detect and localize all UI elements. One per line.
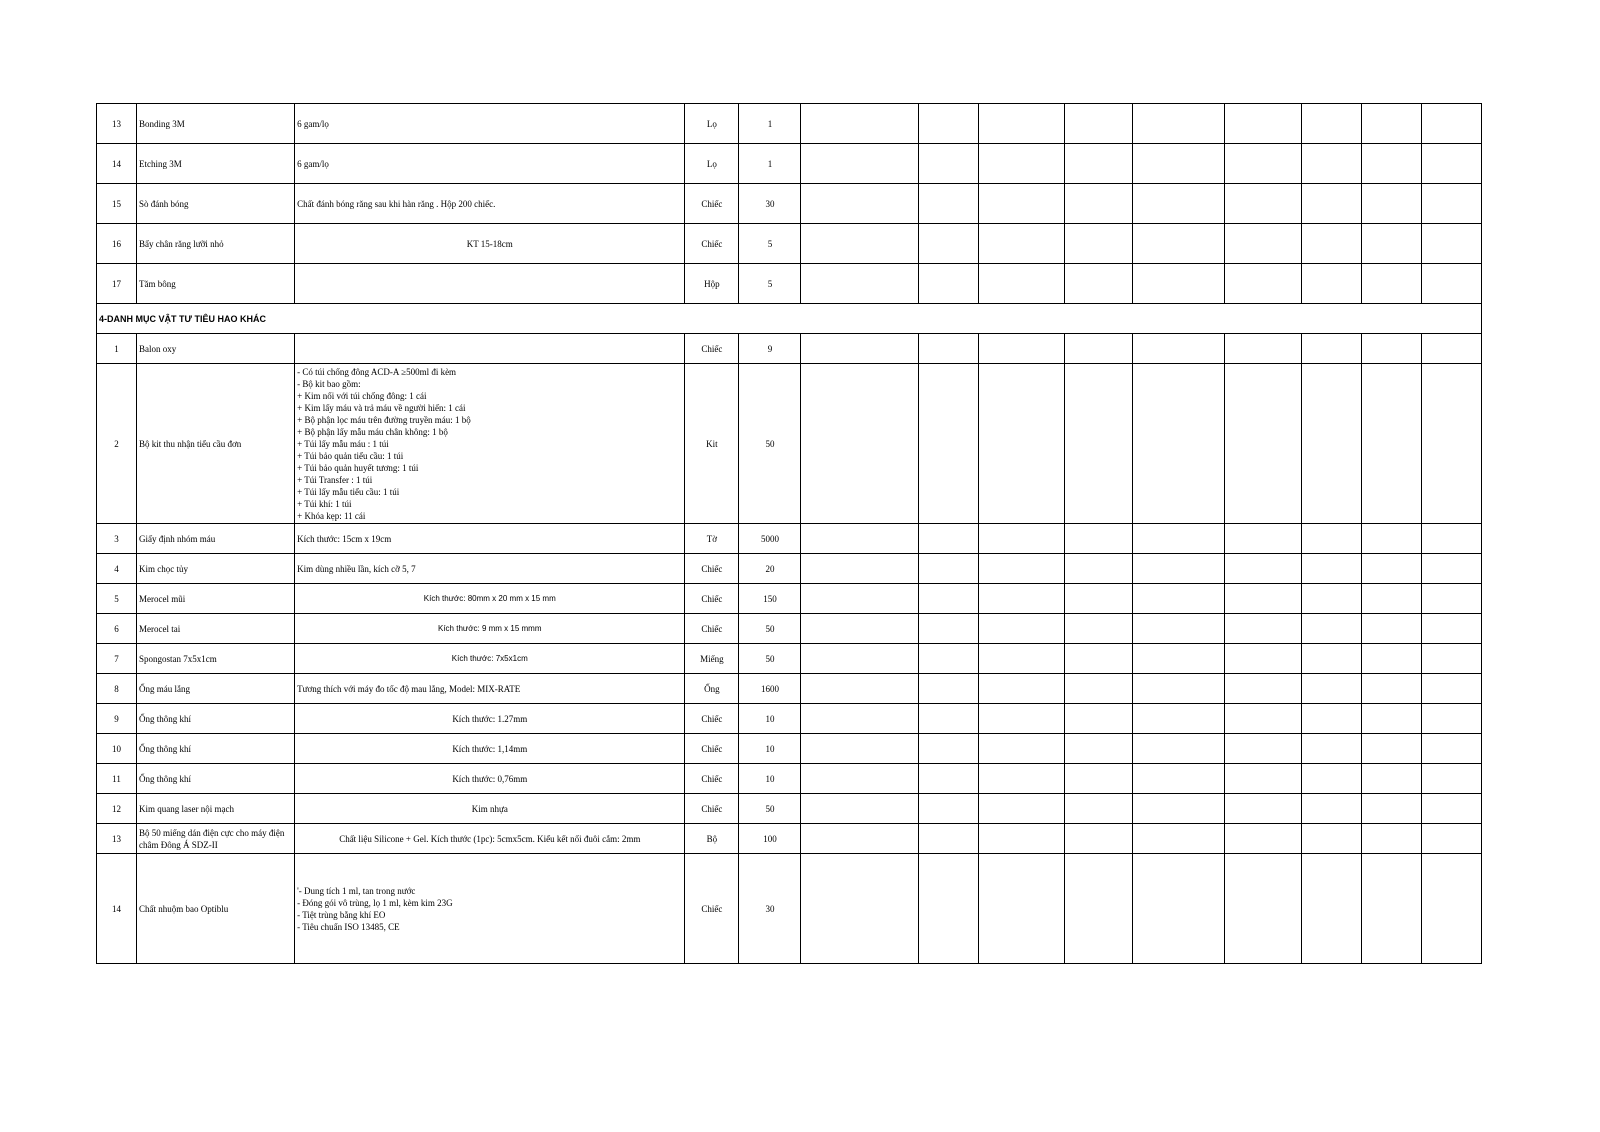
row-stt: 12 bbox=[97, 794, 137, 824]
empty-cell bbox=[918, 764, 978, 794]
empty-cell bbox=[1224, 794, 1301, 824]
row-name: Merocel mũi bbox=[137, 584, 295, 614]
empty-cell bbox=[918, 734, 978, 764]
row-spec: 6 gam/lọ bbox=[295, 144, 685, 184]
row-spec bbox=[295, 334, 685, 364]
empty-cell bbox=[1301, 184, 1361, 224]
empty-cell bbox=[978, 184, 1064, 224]
empty-cell bbox=[1064, 334, 1132, 364]
row-stt: 11 bbox=[97, 764, 137, 794]
row-name: Bẩy chân răng lưỡi nhỏ bbox=[137, 224, 295, 264]
empty-cell bbox=[1301, 614, 1361, 644]
row-qty: 1 bbox=[739, 144, 801, 184]
row-name: Chất nhuộm bao Optiblu bbox=[137, 854, 295, 964]
row-spec: '- Dung tích 1 ml, tan trong nước - Đóng gói vô trùng, lọ 1 ml, kèm kim 23G - Tiệt trùng bằng khí EO - Tiêu chuẩn ISO 13485, CE bbox=[295, 854, 685, 964]
empty-cell bbox=[1132, 704, 1224, 734]
empty-cell bbox=[1361, 674, 1421, 704]
empty-cell bbox=[978, 764, 1064, 794]
row-name: Kim quang laser nội mạch bbox=[137, 794, 295, 824]
empty-cell bbox=[1224, 614, 1301, 644]
table-row bbox=[97, 264, 1482, 304]
empty-cell bbox=[978, 224, 1064, 264]
row-qty: 50 bbox=[739, 364, 801, 524]
empty-cell bbox=[1421, 554, 1481, 584]
empty-cell bbox=[1421, 704, 1481, 734]
empty-cell bbox=[1361, 614, 1421, 644]
empty-cell bbox=[918, 524, 978, 554]
row-spec: Kích thước: 9 mm x 15 mmm bbox=[295, 614, 685, 644]
empty-cell bbox=[918, 144, 978, 184]
row-unit: Chiếc bbox=[685, 554, 739, 584]
row-stt: 15 bbox=[97, 184, 137, 224]
empty-cell bbox=[1132, 734, 1224, 764]
row-stt: 1 bbox=[97, 334, 137, 364]
empty-cell bbox=[978, 614, 1064, 644]
row-name: Tăm bông bbox=[137, 264, 295, 304]
empty-cell bbox=[978, 554, 1064, 584]
row-qty: 5 bbox=[739, 264, 801, 304]
empty-cell bbox=[978, 104, 1064, 144]
empty-cell bbox=[1064, 824, 1132, 854]
empty-cell bbox=[1361, 104, 1421, 144]
empty-cell bbox=[1224, 144, 1301, 184]
empty-cell bbox=[918, 364, 978, 524]
row-name: Merocel tai bbox=[137, 614, 295, 644]
row-stt: 14 bbox=[97, 854, 137, 964]
empty-cell bbox=[918, 824, 978, 854]
empty-cell bbox=[1064, 584, 1132, 614]
empty-cell bbox=[1132, 764, 1224, 794]
row-unit: Hộp bbox=[685, 264, 739, 304]
empty-cell bbox=[801, 104, 918, 144]
row-qty: 10 bbox=[739, 734, 801, 764]
row-unit: Lọ bbox=[685, 104, 739, 144]
row-spec: KT 15-18cm bbox=[295, 224, 685, 264]
empty-cell bbox=[1301, 764, 1361, 794]
empty-cell bbox=[1064, 674, 1132, 704]
row-spec: Kích thước: 1,14mm bbox=[295, 734, 685, 764]
empty-cell bbox=[1224, 524, 1301, 554]
table-row bbox=[97, 554, 1482, 584]
empty-cell bbox=[801, 734, 918, 764]
table-row bbox=[97, 144, 1482, 184]
table-row bbox=[97, 364, 1482, 524]
empty-cell bbox=[1132, 144, 1224, 184]
empty-cell bbox=[801, 794, 918, 824]
empty-cell bbox=[1132, 224, 1224, 264]
row-spec: Chất liệu Silicone + Gel. Kích thước (1pc): 5cmx5cm. Kiểu kết nối đuôi cắm: 2mm bbox=[295, 824, 685, 854]
empty-cell bbox=[1132, 364, 1224, 524]
table-row bbox=[97, 184, 1482, 224]
row-qty: 1600 bbox=[739, 674, 801, 704]
empty-cell bbox=[801, 334, 918, 364]
row-unit: Bộ bbox=[685, 824, 739, 854]
row-unit: Miếng bbox=[685, 644, 739, 674]
row-stt: 13 bbox=[97, 104, 137, 144]
row-unit: Ống bbox=[685, 674, 739, 704]
row-spec: Tương thích với máy đo tốc độ mau lắng, Model: MIX-RATE bbox=[295, 674, 685, 704]
empty-cell bbox=[1421, 524, 1481, 554]
empty-cell bbox=[918, 554, 978, 584]
row-spec bbox=[295, 264, 685, 304]
empty-cell bbox=[918, 854, 978, 964]
empty-cell bbox=[978, 734, 1064, 764]
empty-cell bbox=[1064, 764, 1132, 794]
empty-cell bbox=[1421, 334, 1481, 364]
table-row bbox=[97, 334, 1482, 364]
empty-cell bbox=[1301, 144, 1361, 184]
table-row bbox=[97, 734, 1482, 764]
row-stt: 16 bbox=[97, 224, 137, 264]
empty-cell bbox=[918, 674, 978, 704]
empty-cell bbox=[1421, 614, 1481, 644]
empty-cell bbox=[1224, 554, 1301, 584]
empty-cell bbox=[1361, 764, 1421, 794]
row-qty: 9 bbox=[739, 334, 801, 364]
table-row bbox=[97, 794, 1482, 824]
empty-cell bbox=[1224, 104, 1301, 144]
empty-cell bbox=[1064, 854, 1132, 964]
empty-cell bbox=[801, 854, 918, 964]
row-spec: Kim dùng nhiều lần, kích cỡ 5, 7 bbox=[295, 554, 685, 584]
empty-cell bbox=[1301, 584, 1361, 614]
empty-cell bbox=[1132, 104, 1224, 144]
empty-cell bbox=[978, 584, 1064, 614]
empty-cell bbox=[918, 334, 978, 364]
empty-cell bbox=[1421, 224, 1481, 264]
empty-cell bbox=[918, 264, 978, 304]
table-row bbox=[97, 524, 1482, 554]
empty-cell bbox=[1301, 264, 1361, 304]
row-qty: 50 bbox=[739, 794, 801, 824]
empty-cell bbox=[1064, 644, 1132, 674]
empty-cell bbox=[1132, 614, 1224, 644]
row-name: Sò đánh bóng bbox=[137, 184, 295, 224]
empty-cell bbox=[918, 794, 978, 824]
empty-cell bbox=[1361, 794, 1421, 824]
empty-cell bbox=[978, 264, 1064, 304]
row-unit: Chiếc bbox=[685, 704, 739, 734]
empty-cell bbox=[1064, 104, 1132, 144]
empty-cell bbox=[1301, 364, 1361, 524]
table-row bbox=[97, 614, 1482, 644]
empty-cell bbox=[1224, 584, 1301, 614]
empty-cell bbox=[1361, 554, 1421, 584]
row-name: Ống thông khí bbox=[137, 764, 295, 794]
empty-cell bbox=[1361, 224, 1421, 264]
empty-cell bbox=[1132, 674, 1224, 704]
empty-cell bbox=[1132, 184, 1224, 224]
table-row bbox=[97, 224, 1482, 264]
empty-cell bbox=[978, 364, 1064, 524]
empty-cell bbox=[801, 184, 918, 224]
empty-cell bbox=[801, 554, 918, 584]
empty-cell bbox=[1361, 334, 1421, 364]
empty-cell bbox=[1224, 184, 1301, 224]
row-unit: Chiếc bbox=[685, 184, 739, 224]
table-row bbox=[97, 824, 1482, 854]
empty-cell bbox=[1361, 704, 1421, 734]
empty-cell bbox=[1421, 364, 1481, 524]
empty-cell bbox=[1421, 794, 1481, 824]
row-unit: Chiếc bbox=[685, 734, 739, 764]
row-name: Ống thông khí bbox=[137, 734, 295, 764]
row-stt: 14 bbox=[97, 144, 137, 184]
row-stt: 8 bbox=[97, 674, 137, 704]
section-header-row bbox=[97, 304, 1482, 334]
row-spec: Kích thước: 7x5x1cm bbox=[295, 644, 685, 674]
empty-cell bbox=[1361, 644, 1421, 674]
empty-cell bbox=[1064, 524, 1132, 554]
row-spec: Kích thước: 1.27mm bbox=[295, 704, 685, 734]
empty-cell bbox=[978, 674, 1064, 704]
table-row bbox=[97, 644, 1482, 674]
empty-cell bbox=[1224, 364, 1301, 524]
empty-cell bbox=[1421, 644, 1481, 674]
table-row bbox=[97, 104, 1482, 144]
empty-cell bbox=[918, 184, 978, 224]
row-stt: 10 bbox=[97, 734, 137, 764]
empty-cell bbox=[1301, 554, 1361, 584]
empty-cell bbox=[801, 824, 918, 854]
row-unit: Lọ bbox=[685, 144, 739, 184]
empty-cell bbox=[1421, 184, 1481, 224]
empty-cell bbox=[1132, 854, 1224, 964]
row-qty: 100 bbox=[739, 824, 801, 854]
empty-cell bbox=[1064, 704, 1132, 734]
empty-cell bbox=[1064, 264, 1132, 304]
empty-cell bbox=[1421, 854, 1481, 964]
empty-cell bbox=[1132, 524, 1224, 554]
empty-cell bbox=[1132, 264, 1224, 304]
empty-cell bbox=[978, 854, 1064, 964]
empty-cell bbox=[918, 104, 978, 144]
empty-cell bbox=[1301, 704, 1361, 734]
row-spec: Kích thước: 15cm x 19cm bbox=[295, 524, 685, 554]
row-spec: Kim nhựa bbox=[295, 794, 685, 824]
row-stt: 6 bbox=[97, 614, 137, 644]
empty-cell bbox=[978, 334, 1064, 364]
empty-cell bbox=[1301, 854, 1361, 964]
row-unit: Chiếc bbox=[685, 584, 739, 614]
empty-cell bbox=[1224, 824, 1301, 854]
empty-cell bbox=[1132, 584, 1224, 614]
row-name: Bộ 50 miếng dán điện cực cho máy điện châm Đông Á SDZ-II bbox=[137, 824, 295, 854]
empty-cell bbox=[918, 584, 978, 614]
empty-cell bbox=[1361, 854, 1421, 964]
row-stt: 4 bbox=[97, 554, 137, 584]
row-name: Giấy định nhóm máu bbox=[137, 524, 295, 554]
empty-cell bbox=[801, 764, 918, 794]
empty-cell bbox=[1361, 584, 1421, 614]
empty-cell bbox=[1064, 614, 1132, 644]
empty-cell bbox=[1301, 334, 1361, 364]
empty-cell bbox=[1361, 264, 1421, 304]
row-spec: 6 gam/lọ bbox=[295, 104, 685, 144]
empty-cell bbox=[1132, 554, 1224, 584]
empty-cell bbox=[1224, 854, 1301, 964]
empty-cell bbox=[1421, 764, 1481, 794]
row-qty: 30 bbox=[739, 854, 801, 964]
empty-cell bbox=[918, 704, 978, 734]
empty-cell bbox=[1301, 734, 1361, 764]
empty-cell bbox=[978, 144, 1064, 184]
empty-cell bbox=[1421, 824, 1481, 854]
table-row bbox=[97, 764, 1482, 794]
empty-cell bbox=[1301, 524, 1361, 554]
empty-cell bbox=[801, 364, 918, 524]
empty-cell bbox=[1064, 364, 1132, 524]
table-row bbox=[97, 674, 1482, 704]
row-stt: 17 bbox=[97, 264, 137, 304]
row-qty: 20 bbox=[739, 554, 801, 584]
row-stt: 5 bbox=[97, 584, 137, 614]
row-stt: 7 bbox=[97, 644, 137, 674]
empty-cell bbox=[1361, 364, 1421, 524]
row-stt: 13 bbox=[97, 824, 137, 854]
empty-cell bbox=[1361, 734, 1421, 764]
section-title: 4-DANH MỤC VẬT TƯ TIÊU HAO KHÁC bbox=[97, 304, 1482, 334]
empty-cell bbox=[1421, 104, 1481, 144]
empty-cell bbox=[801, 144, 918, 184]
row-name: Etching 3M bbox=[137, 144, 295, 184]
row-qty: 50 bbox=[739, 644, 801, 674]
empty-cell bbox=[801, 224, 918, 264]
empty-cell bbox=[1301, 224, 1361, 264]
row-unit: Chiếc bbox=[685, 224, 739, 264]
row-unit: Chiếc bbox=[685, 764, 739, 794]
empty-cell bbox=[1361, 824, 1421, 854]
empty-cell bbox=[801, 644, 918, 674]
empty-cell bbox=[1064, 794, 1132, 824]
empty-cell bbox=[978, 704, 1064, 734]
empty-cell bbox=[1132, 824, 1224, 854]
empty-cell bbox=[801, 584, 918, 614]
row-unit: Chiếc bbox=[685, 854, 739, 964]
row-spec: Chất đánh bóng răng sau khi hàn răng . Hộp 200 chiếc. bbox=[295, 184, 685, 224]
row-name: Kim chọc tủy bbox=[137, 554, 295, 584]
empty-cell bbox=[918, 614, 978, 644]
row-unit: Tờ bbox=[685, 524, 739, 554]
row-name: Balon oxy bbox=[137, 334, 295, 364]
row-name: Bộ kit thu nhận tiểu cầu đơn bbox=[137, 364, 295, 524]
empty-cell bbox=[1224, 734, 1301, 764]
row-name: Ống thông khí bbox=[137, 704, 295, 734]
empty-cell bbox=[918, 224, 978, 264]
empty-cell bbox=[1064, 734, 1132, 764]
empty-cell bbox=[1361, 144, 1421, 184]
row-qty: 50 bbox=[739, 614, 801, 644]
row-qty: 5 bbox=[739, 224, 801, 264]
row-qty: 10 bbox=[739, 764, 801, 794]
row-spec: Kích thước: 80mm x 20 mm x 15 mm bbox=[295, 584, 685, 614]
empty-cell bbox=[801, 264, 918, 304]
row-qty: 1 bbox=[739, 104, 801, 144]
row-unit: Chiếc bbox=[685, 614, 739, 644]
supplies-table bbox=[96, 103, 1482, 964]
empty-cell bbox=[1224, 264, 1301, 304]
empty-cell bbox=[1064, 184, 1132, 224]
table-row bbox=[97, 854, 1482, 964]
row-stt: 9 bbox=[97, 704, 137, 734]
empty-cell bbox=[1132, 334, 1224, 364]
row-stt: 3 bbox=[97, 524, 137, 554]
empty-cell bbox=[801, 614, 918, 644]
row-qty: 30 bbox=[739, 184, 801, 224]
empty-cell bbox=[978, 794, 1064, 824]
empty-cell bbox=[1301, 824, 1361, 854]
row-name: Spongostan 7x5x1cm bbox=[137, 644, 295, 674]
empty-cell bbox=[1301, 644, 1361, 674]
empty-cell bbox=[1064, 554, 1132, 584]
table-row bbox=[97, 584, 1482, 614]
empty-cell bbox=[1301, 104, 1361, 144]
empty-cell bbox=[1421, 264, 1481, 304]
empty-cell bbox=[978, 824, 1064, 854]
empty-cell bbox=[1064, 144, 1132, 184]
empty-cell bbox=[801, 704, 918, 734]
row-stt: 2 bbox=[97, 364, 137, 524]
empty-cell bbox=[978, 524, 1064, 554]
empty-cell bbox=[1224, 334, 1301, 364]
empty-cell bbox=[1361, 184, 1421, 224]
row-unit: Chiếc bbox=[685, 334, 739, 364]
empty-cell bbox=[1421, 674, 1481, 704]
row-qty: 5000 bbox=[739, 524, 801, 554]
empty-cell bbox=[1421, 584, 1481, 614]
empty-cell bbox=[1224, 224, 1301, 264]
empty-cell bbox=[918, 644, 978, 674]
empty-cell bbox=[1224, 644, 1301, 674]
empty-cell bbox=[978, 644, 1064, 674]
row-spec: - Có túi chống đông ACD-A ≥500ml đi kèm - Bộ kit bao gồm: + Kim nối với túi chống đông: 1 cái + Kim lấy máu và trả máu về người hiến: 1 cái + Bộ phận lọc máu trên đường truyền máu: 1 bộ + Bộ phận lấy mẫu máu chân không: 1 bộ + Túi lấy mẫu máu : 1 túi + Túi bảo quản tiểu cầu: 1 túi + Túi bảo quản huyết tương: 1 túi + Túi Transfer : 1 túi + Túi lấy mẫu tiểu cầu: 1 túi + Túi khí: 1 túi + Khóa kẹp: 11 cái bbox=[295, 364, 685, 524]
empty-cell bbox=[1301, 674, 1361, 704]
empty-cell bbox=[1224, 674, 1301, 704]
row-unit: Chiếc bbox=[685, 794, 739, 824]
empty-cell bbox=[1421, 734, 1481, 764]
empty-cell bbox=[1064, 224, 1132, 264]
empty-cell bbox=[1224, 704, 1301, 734]
empty-cell bbox=[1224, 764, 1301, 794]
row-unit: Kit bbox=[685, 364, 739, 524]
row-qty: 150 bbox=[739, 584, 801, 614]
empty-cell bbox=[1301, 794, 1361, 824]
row-spec: Kích thước: 0,76mm bbox=[295, 764, 685, 794]
table-row bbox=[97, 704, 1482, 734]
empty-cell bbox=[1421, 144, 1481, 184]
row-name: Bonding 3M bbox=[137, 104, 295, 144]
empty-cell bbox=[801, 524, 918, 554]
empty-cell bbox=[1132, 794, 1224, 824]
row-qty: 10 bbox=[739, 704, 801, 734]
empty-cell bbox=[801, 674, 918, 704]
empty-cell bbox=[1132, 644, 1224, 674]
empty-cell bbox=[1361, 524, 1421, 554]
row-name: Ống máu lắng bbox=[137, 674, 295, 704]
